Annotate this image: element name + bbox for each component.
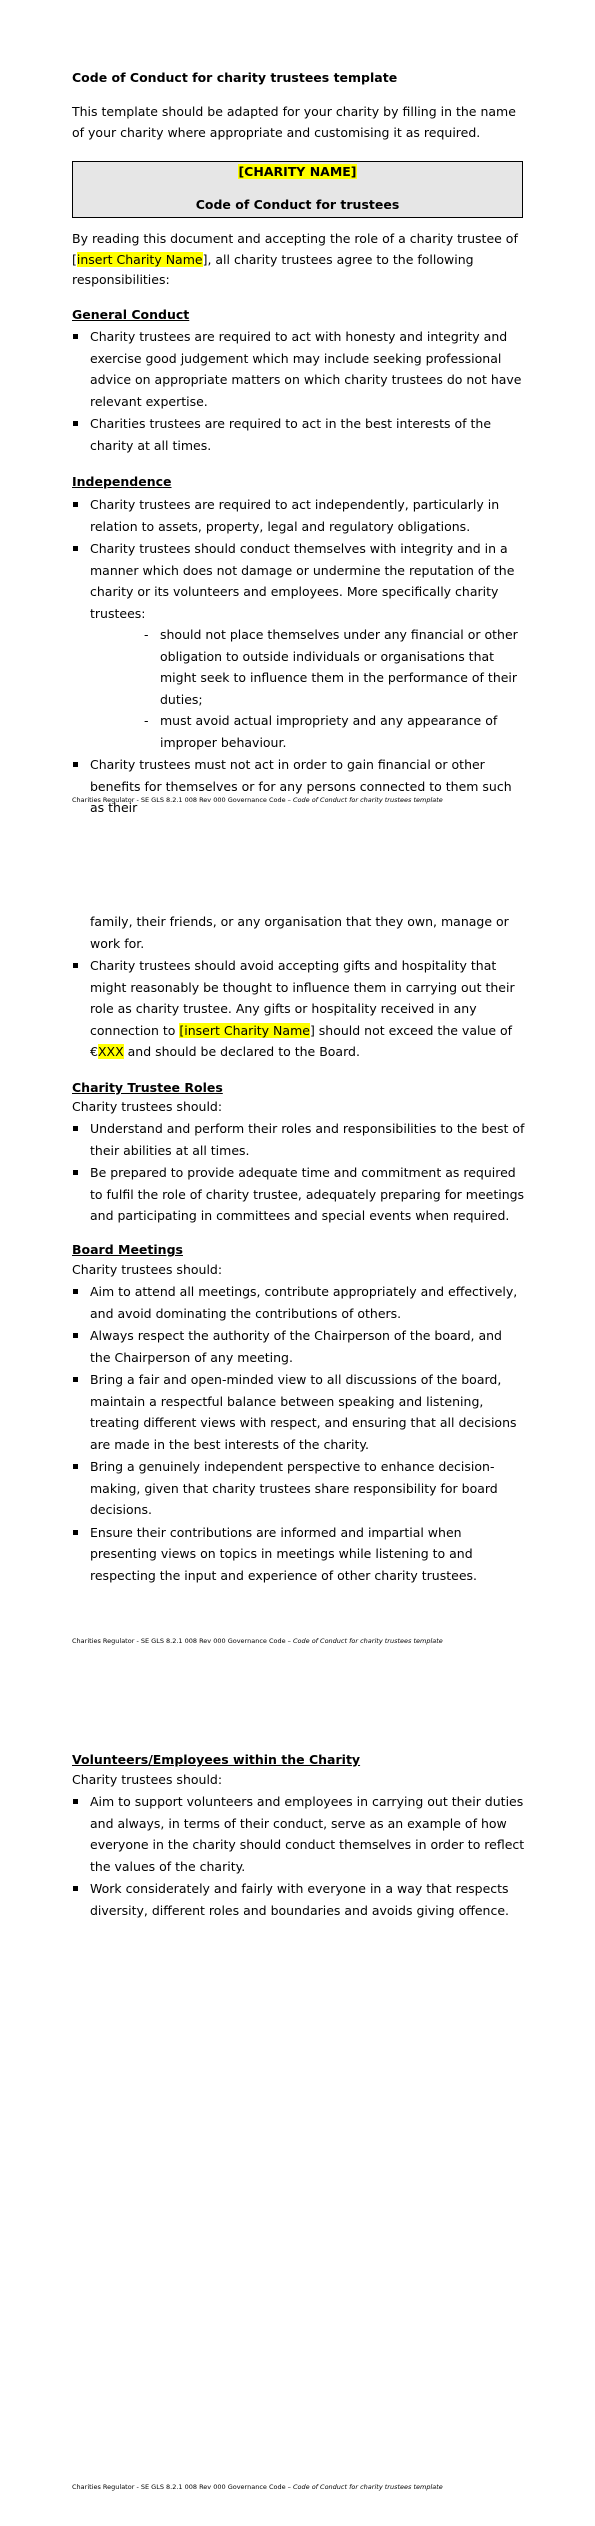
charity-name-field: insert Charity Name: [76, 251, 203, 267]
charity-name-box: [72, 161, 523, 218]
list-item: Bring a fair and open-minded view to all discussions of the board, maintain a respectful balance between speaking and listening, treating different views with respect, and ensuring that all decisions are made in the best interests of the charity.: [72, 1369, 526, 1455]
list-item: Always respect the authority of the Chairperson of the board, and the Chairperson of any meeting.: [72, 1325, 526, 1368]
independence-list: [72, 494, 526, 820]
sub-list-item: - must avoid actual impropriety and any appearance of improper behaviour.: [144, 710, 526, 753]
list-item: Aim to support volunteers and employees in carrying out their duties and always, in terms of their conduct, serve as an example of how everyone in the charity should conduct themselves in order to reflect the values of the charity.: [72, 1791, 526, 1877]
list-item: Be prepared to provide adequate time and commitment as required to fulfil the role of charity trustee, adequately preparing for meetings and participating in committees and special events when required.: [72, 1162, 526, 1227]
box-subtitle: Code of Conduct for trustees: [195, 197, 400, 212]
list-item: Charity trustees are required to act with honesty and integrity and exercise good judgement which may include seeking professional advice on appropriate matters on which charity trustees do not have relevant expertise.: [72, 326, 526, 412]
volunteers-intro: Charity trustees should:: [72, 1772, 223, 1787]
board-meetings-heading: Board Meetings: [72, 1242, 183, 1257]
document-title: Code of Conduct for charity trustees template: [72, 70, 398, 85]
charity-name-placeholder: [CHARITY NAME]: [238, 164, 357, 179]
meetings-list: [72, 1281, 526, 1587]
general-conduct-heading: General Conduct: [72, 307, 190, 322]
sub-list-item: - should not place themselves under any financial or other obligation to outside individuals or organisations that might seek to influence them in the performance of their duties;: [144, 624, 526, 710]
agreement-paragraph: By reading this document and accepting the role of a charity trustee of [insert Charity Name], all charity trustees agree to the following responsibilities:: [72, 231, 518, 287]
value-field: XXX: [97, 1044, 124, 1059]
list-item: Charity trustees are required to act independently, particularly in relation to assets, property, legal and regulatory obligations.: [72, 494, 526, 537]
general-conduct-list: [72, 326, 526, 457]
list-item: Aim to attend all meetings, contribute appropriately and effectively, and avoid dominating the contributions of others.: [72, 1281, 526, 1324]
roles-heading: Charity Trustee Roles: [72, 1080, 223, 1095]
list-item: Bring a genuinely independent perspective to enhance decision-making, given that charity trustees share responsibility for board decisions.: [72, 1456, 526, 1521]
intro-paragraph: This template should be adapted for your charity by filling in the name of your charity where appropriate and customising it as required.: [72, 104, 516, 140]
continued-text: family, their friends, or any organisation that they own, manage or work for.: [90, 914, 509, 951]
independence-heading: Independence: [72, 474, 172, 489]
page-footer: Charities Regulator - SE GLS 8.2.1 008 Rev 000 Governance Code – Code of Conduct for charity trustees template: [72, 2483, 443, 2491]
list-item: Understand and perform their roles and responsibilities to the best of their abilities at all times.: [72, 1118, 526, 1161]
list-item: Charities trustees are required to act in the best interests of the charity at all times.: [72, 413, 526, 456]
list-item: Charity trustees must not act in order to gain financial or other benefits for themselves or for any persons connected to them such as their: [72, 754, 526, 819]
meetings-intro: Charity trustees should:: [72, 1262, 223, 1277]
sub-list: [90, 624, 526, 753]
list-item: Work considerately and fairly with everyone in a way that respects diversity, different roles and boundaries and avoids giving offence.: [72, 1878, 526, 1921]
page-footer: Charities Regulator - SE GLS 8.2.1 008 Rev 000 Governance Code – Code of Conduct for charity trustees template: [72, 796, 443, 804]
volunteers-heading: Volunteers/Employees within the Charity: [72, 1752, 361, 1767]
list-item: Charity trustees should avoid accepting gifts and hospitality that might reasonably be thought to influence them in carrying out their role as charity trustee. Any gifts or hospitality received in any connection to [insert Charity Name] should not exceed the value of €XXX and should be declared to the Board.: [72, 955, 526, 1063]
volunteers-list: [72, 1791, 526, 1922]
charity-name-field: [insert Charity Name: [179, 1022, 310, 1038]
roles-list: [72, 1118, 526, 1228]
gifts-list: [72, 955, 526, 1064]
page-footer: Charities Regulator - SE GLS 8.2.1 008 Rev 000 Governance Code – Code of Conduct for charity trustees template: [72, 1637, 443, 1645]
list-item: Ensure their contributions are informed and impartial when presenting views on topics in meetings while listening to and respecting the input and experience of other charity trustees.: [72, 1522, 526, 1587]
roles-intro: Charity trustees should:: [72, 1099, 223, 1114]
list-item: Charity trustees should conduct themselves with integrity and in a manner which does not damage or undermine the reputation of the charity or its volunteers and employees. More specifically charity trustees: - should not place themselves under any financial or other obligation to outside individuals or organisations that might seek to influence them in the performance of their duties; - must avoid actual impropriety and any appearance of improper behaviour.: [72, 538, 526, 753]
